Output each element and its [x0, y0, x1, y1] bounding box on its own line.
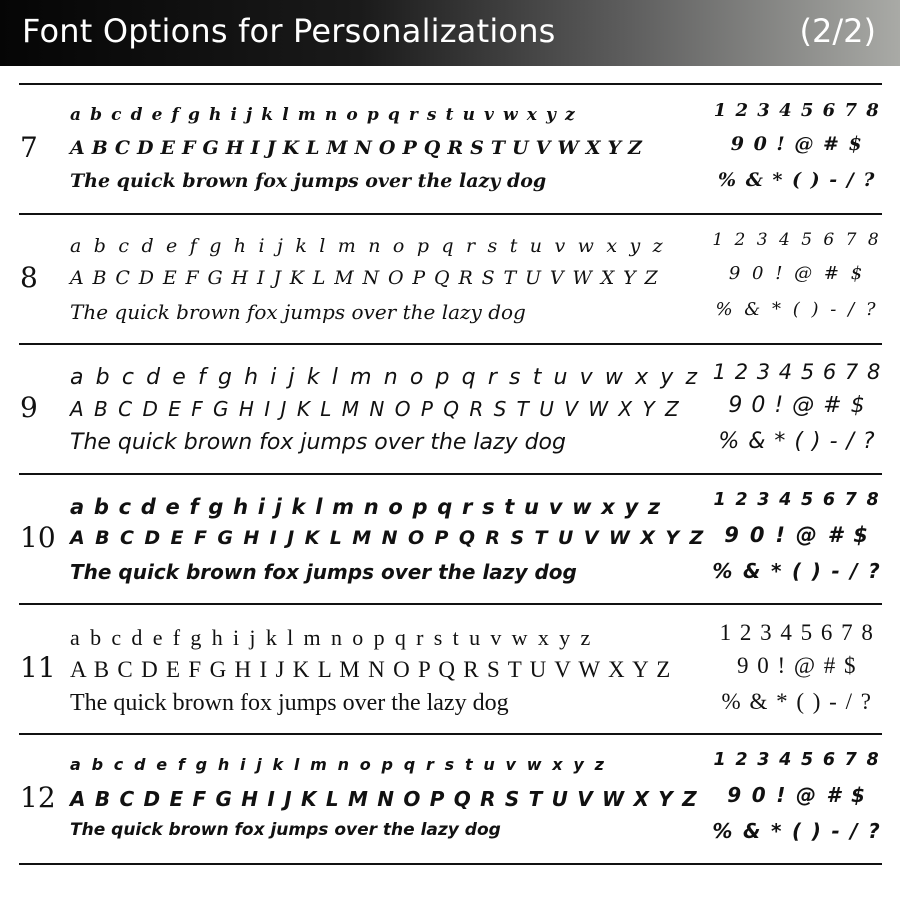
lowercase-sample: a b c d e f g h i j k l m n o p q r s t u v w x y z — [70, 365, 700, 390]
lowercase-sample: a b c d e f g h i j k l m n o p q r s t u v w x y z — [70, 755, 607, 774]
lowercase-sample: a b c d e f g h i j k l m n o p q r s t u v w x y z — [70, 625, 593, 650]
page-title: Font Options for Personalizations — [22, 12, 556, 50]
font-option-9 — [0, 345, 900, 475]
font-number: 9 — [20, 391, 38, 424]
symbols-sample: % & * ( ) - / ? — [718, 169, 876, 191]
uppercase-sample: A B C D E F G H I J K L M N O P Q R S T U V W X Y Z — [70, 787, 698, 811]
symbols-sample: % & * ( ) - / ? — [718, 429, 876, 454]
uppercase-sample: A B C D E F G H I J K L M N O P Q R S T U V W X Y Z — [70, 267, 660, 289]
digits-sample: 1 2 3 4 5 6 7 8 — [719, 620, 875, 645]
digits-symbols-sample: 9 0 ! @ # $ — [724, 523, 870, 547]
font-option-12 — [0, 735, 900, 865]
lowercase-sample: a b c d e f g h i j k l m n o p q r s t u v w x y z — [70, 495, 662, 519]
font-option-10 — [0, 475, 900, 605]
font-option-8 — [0, 215, 900, 345]
pangram-sample: The quick brown fox jumps over the lazy dog — [70, 560, 577, 584]
symbols-sample: % & * ( ) - / ? — [712, 819, 882, 843]
symbols-sample: % & * ( ) - / ? — [715, 299, 879, 320]
pangram-sample: The quick brown fox jumps over the lazy dog — [70, 430, 566, 455]
digits-symbols-sample: 9 0 ! @ # $ — [727, 783, 867, 807]
uppercase-sample: A B C D E F G H I J K L M N O P Q R S T U V W X Y Z — [70, 657, 672, 682]
digits-symbols-sample: 9 0 ! @ # $ — [730, 133, 864, 155]
font-option-7 — [0, 85, 900, 215]
digits-symbols-sample: 9 0 ! @ # $ — [728, 263, 866, 284]
font-option-11 — [0, 605, 900, 735]
font-number: 12 — [20, 781, 56, 814]
digits-symbols-sample: 9 0 ! @ # $ — [736, 653, 858, 678]
font-number: 7 — [20, 131, 38, 164]
digits-sample: 1 2 3 4 5 6 7 8 — [713, 100, 881, 121]
pangram-sample: The quick brown fox jumps over the lazy dog — [70, 300, 526, 324]
uppercase-sample: A B C D E F G H I J K L M N O P Q R S T U V W X Y Z — [70, 397, 681, 421]
digits-sample: 1 2 3 4 5 6 7 8 — [713, 490, 881, 510]
digits-sample: 1 2 3 4 5 6 7 8 — [712, 230, 882, 250]
lowercase-sample: a b c d e f g h i j k l m n o p q r s t u v w x y z — [70, 105, 577, 125]
digits-symbols-sample: 9 0 ! @ # $ — [728, 393, 866, 418]
page-header — [0, 0, 900, 66]
font-number: 11 — [20, 651, 56, 684]
font-number: 10 — [20, 521, 56, 554]
symbols-sample: % & * ( ) - / ? — [712, 559, 882, 583]
uppercase-sample: A B C D E F G H I J K L M N O P Q R S T U V W X Y Z — [70, 527, 706, 549]
digits-sample: 1 2 3 4 5 6 7 8 — [712, 360, 882, 384]
lowercase-sample: a b c d e f g h i j k l m n o p q r s t u v w x y z — [70, 235, 666, 257]
pangram-sample: The quick brown fox jumps over the lazy dog — [70, 170, 547, 192]
page-indicator: (2/2) — [799, 12, 876, 50]
uppercase-sample: A B C D E F G H I J K L M N O P Q R S T U V W X Y Z — [70, 137, 643, 159]
digits-sample: 1 2 3 4 5 6 7 8 — [713, 750, 881, 770]
pangram-sample: The quick brown fox jumps over the lazy dog — [70, 690, 509, 716]
divider — [19, 863, 882, 865]
pangram-sample: The quick brown fox jumps over the lazy dog — [70, 820, 501, 840]
symbols-sample: % & * ( ) - / ? — [721, 689, 873, 714]
font-number: 8 — [20, 261, 38, 294]
